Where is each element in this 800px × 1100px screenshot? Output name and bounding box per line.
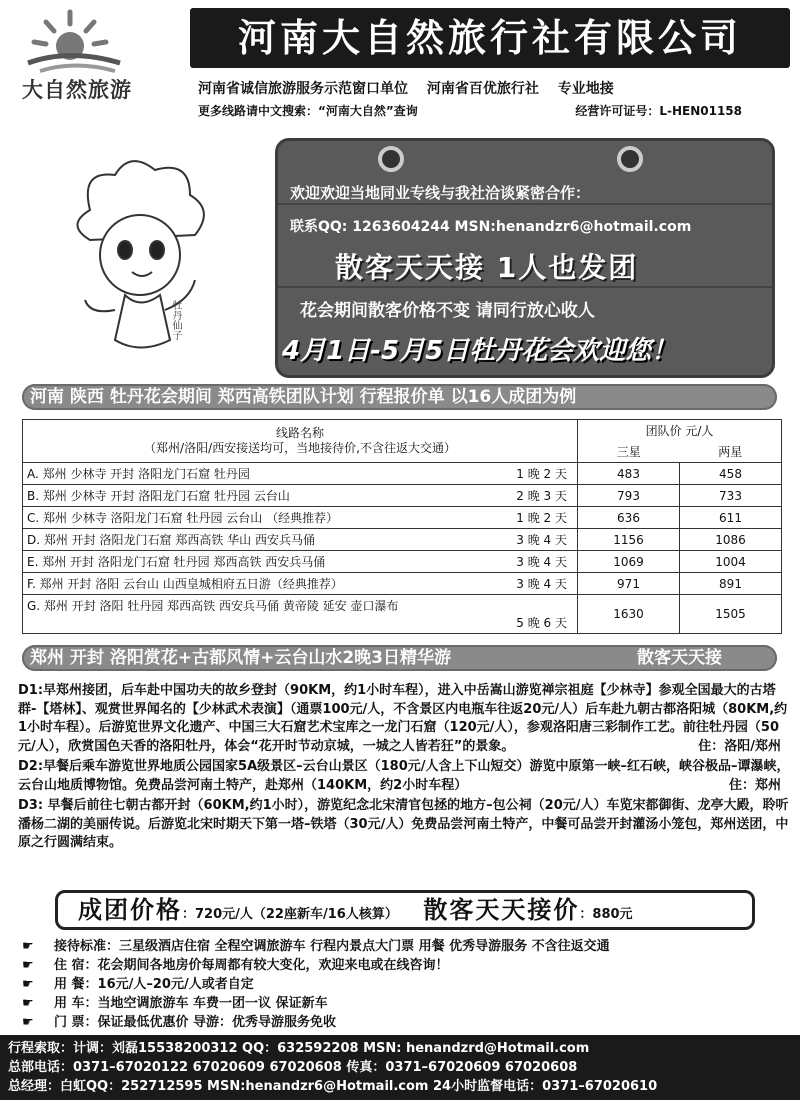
footer-line: 行程索取：计调：刘磊15538200312 QQ：632592208 MSN: henandzrd@Hotmail.com — [8, 1041, 590, 1056]
itinerary-text: D2:早餐后乘车游览世界地质公园国家5A级景区–云台山景区（180元/人含上下山短交）游览中原第一峡–红石峡，峡谷极品–谭瀑峡，云台山地质博物馆。免费品尝河南土特产，赴郑州（140KM，约2小时车程） — [18, 759, 790, 793]
pointing-hand-icon: ☛ — [22, 977, 34, 992]
route-name: C. 郑州 少林寺 洛阳龙门石窟 牡丹园 云台山 （经典推荐） — [27, 511, 339, 525]
route-days: 3 晚 4 天 — [516, 577, 567, 591]
price-three-star: 793 — [578, 485, 680, 507]
route-name: G. 郑州 开封 洛阳 牡丹园 郑西高铁 西安兵马俑 黄帝陵 延安 壶口瀑布 — [27, 599, 399, 613]
route-note: （郑州/洛阳/西安接送均可，当地接待价,不含往返大交通） — [144, 441, 456, 455]
search-hint: 更多线路请中文搜索：“河南大自然”查询 — [198, 104, 418, 118]
route-days: 3 晚 4 天 — [516, 555, 567, 569]
tour-badge: 散客天天接 — [637, 648, 722, 668]
route-days: 2 晚 3 天 — [516, 489, 567, 503]
list-item — [22, 975, 792, 994]
price-three-star: 483 — [578, 463, 680, 485]
itinerary-text: D1:早郑州接团，后车赴中国功夫的故乡登封（90KM，约1小时车程），进入中岳嵩山游览禅宗祖庭【少林寺】参观全国最大的古塔群-【塔林】、观赏世界闻名的【少林武术表演】（通票100元/人，不含景区内电瓶车往返20元/人）后车赴九朝古都洛阳城（80KM,约1小时车程）。后游览世界文化遗产、中国三大石窟艺术宝库之一龙门石窟（120元/人），参观洛阳唐三彩制作工艺。前往牡丹园（50元/人），欣赏国色天香的洛阳牡丹，体会“花开时节动京城，一城之人皆若狂”的景象。 — [18, 683, 788, 754]
table-row — [23, 595, 782, 634]
route-days: 3 晚 4 天 — [516, 533, 567, 547]
subtitle-item: 河南省诚信旅游服务示范窗口单位 — [198, 81, 408, 97]
itinerary — [18, 682, 793, 855]
price-three-star: 971 — [578, 573, 680, 595]
route-days: 1 晚 2 天 — [516, 467, 567, 481]
route-name: E. 郑州 开封 洛阳龙门石窟 牡丹园 郑西高铁 西安兵马俑 — [27, 555, 326, 569]
service-label: 用 餐： — [54, 977, 98, 992]
price-three-star: 1156 — [578, 529, 680, 551]
price-three-star: 1630 — [578, 595, 680, 634]
service-list — [22, 937, 792, 1032]
price-list-banner: 河南 陕西 牡丹花会期间 郑西高铁团队计划 行程报价单 以16人成团为例 — [22, 384, 777, 410]
itinerary-stay: 住：洛阳/郑州 — [698, 738, 781, 754]
table-row — [23, 529, 782, 551]
price-two-star: 1086 — [680, 529, 782, 551]
peony-mascot-icon — [30, 150, 250, 370]
service-text: 花会期间各地房价每周都有较大变化，欢迎来电或在线咨询！ — [97, 958, 449, 973]
company-name: 河南大自然旅行社有限公司 — [190, 8, 790, 68]
pointing-hand-icon: ☛ — [22, 1015, 34, 1030]
price-three-star: 636 — [578, 507, 680, 529]
tour-title: 郑州 开封 洛阳赏花+古都风情+云台山水2晚3日精华游 — [30, 648, 451, 668]
list-item — [22, 937, 792, 956]
service-text: 三星级酒店住宿 全程空调旅游车 行程内景点大门票 用餐 优秀导游服务 不含往返交通 — [119, 939, 610, 954]
pointing-hand-icon: ☛ — [22, 958, 34, 973]
three-star-header: 三星 — [578, 441, 680, 463]
logo-text: 大自然旅游 — [22, 77, 132, 102]
peony-fairy-mascot — [30, 150, 250, 370]
itinerary-stay: 住：郑州 — [728, 777, 781, 793]
service-label: 接待标准： — [54, 939, 120, 954]
price-two-star: 611 — [680, 507, 782, 529]
service-text: 16元/人–20元/人或者自定 — [97, 977, 254, 992]
itinerary-text: D3: 早餐后前往七朝古都开封（60KM,约1小时），游览纪念北宋清官包拯的地方–包公祠（20元/人）车览宋都御街、龙亭大殿，聆听潘杨二湖的美丽传说。后游览北宋时期天下第一塔–铁塔（30元/人）免费品尝河南土特产，中餐可品尝开封灌汤小笼包，郑州送团，中原之行圆满结束。 — [18, 798, 789, 850]
company-subtitle — [198, 78, 628, 98]
mascot-caption: 牡丹仙子 — [170, 300, 181, 340]
route-name: A. 郑州 少林寺 开封 洛阳龙门石窟 牡丹园 — [27, 467, 250, 481]
itinerary-day — [18, 797, 793, 853]
price-box — [55, 890, 755, 930]
list-item — [22, 956, 792, 975]
itinerary-day — [18, 682, 793, 756]
hook-icon — [617, 146, 643, 172]
license-number: 经营许可证号：L-HEN01158 — [575, 104, 742, 118]
pointing-hand-icon: ☛ — [22, 939, 34, 954]
service-text: 当地空调旅游车 车费一团一议 保证新车 — [97, 996, 328, 1011]
route-days: 1 晚 2 天 — [516, 511, 567, 525]
individual-price-value: ：880元 — [579, 907, 633, 922]
sign-note: 花会期间散客价格不变 请同行放心收人 — [300, 301, 595, 321]
service-label: 门 票： — [54, 1015, 98, 1030]
contact-footer — [0, 1035, 800, 1100]
list-item — [22, 1013, 792, 1032]
two-star-header: 两星 — [680, 441, 782, 463]
price-header: 团队价 元/人 — [578, 420, 782, 442]
table-row — [23, 463, 782, 485]
subtitle-item: 河南省百优旅行社 — [426, 81, 539, 97]
sign-welcome: 欢迎欢迎当地同业专线与我社洽谈紧密合作： — [290, 184, 591, 202]
sun-wave-logo-icon — [10, 8, 180, 78]
group-price-label: 成团价格 — [78, 896, 182, 924]
price-two-star: 733 — [680, 485, 782, 507]
service-label: 用 车： — [54, 996, 98, 1011]
table-row — [23, 507, 782, 529]
service-text: 保证最低优惠价 导游：优秀导游服务免收 — [97, 1015, 337, 1030]
sign-slogan: 散客天天接 1人也发团 — [335, 251, 639, 284]
itinerary-day — [18, 758, 793, 795]
price-two-star: 1004 — [680, 551, 782, 573]
route-price-table — [22, 419, 782, 634]
table-row — [23, 485, 782, 507]
individual-price-label: 散客天天接价 — [423, 896, 580, 924]
price-three-star: 1069 — [578, 551, 680, 573]
festival-banner: 4月1日-5月5日牡丹花会欢迎您！ — [282, 336, 678, 366]
table-row — [23, 573, 782, 595]
tour-banner — [22, 645, 777, 671]
hook-icon — [378, 146, 404, 172]
table-row — [23, 551, 782, 573]
footer-line: 总部电话：0371–67020122 67020609 67020608 传真：0371–67020609 67020608 — [8, 1060, 578, 1075]
route-name: D. 郑州 开封 洛阳龙门石窟 郑西高铁 华山 西安兵马俑 — [27, 533, 315, 547]
route-header: 线路名称 — [275, 426, 324, 440]
group-price-value: ：720元/人（22座新车/16人核算） — [182, 907, 398, 922]
subtitle-item: 专业地接 — [557, 81, 614, 97]
footer-line: 总经理：白虹QQ：252712595 MSN:henandzr6@Hotmail.com 24小时监督电话：0371–67020610 — [8, 1079, 658, 1094]
route-name: B. 郑州 少林寺 开封 洛阳龙门石窟 牡丹园 云台山 — [27, 489, 290, 503]
price-two-star: 891 — [680, 573, 782, 595]
company-logo — [10, 8, 180, 108]
price-two-star: 458 — [680, 463, 782, 485]
sign-contact: 联系QQ: 1263604244 MSN:henandzr6@hotmail.com — [290, 219, 692, 235]
list-item — [22, 994, 792, 1013]
route-header-cell — [23, 420, 578, 463]
pointing-hand-icon: ☛ — [22, 996, 34, 1011]
route-name: F. 郑州 开封 洛阳 云台山 山西皇城相府五日游（经典推荐） — [27, 577, 343, 591]
service-label: 住 宿： — [54, 958, 98, 973]
route-days: 5 晚 6 天 — [516, 616, 567, 630]
price-two-star: 1505 — [680, 595, 782, 634]
